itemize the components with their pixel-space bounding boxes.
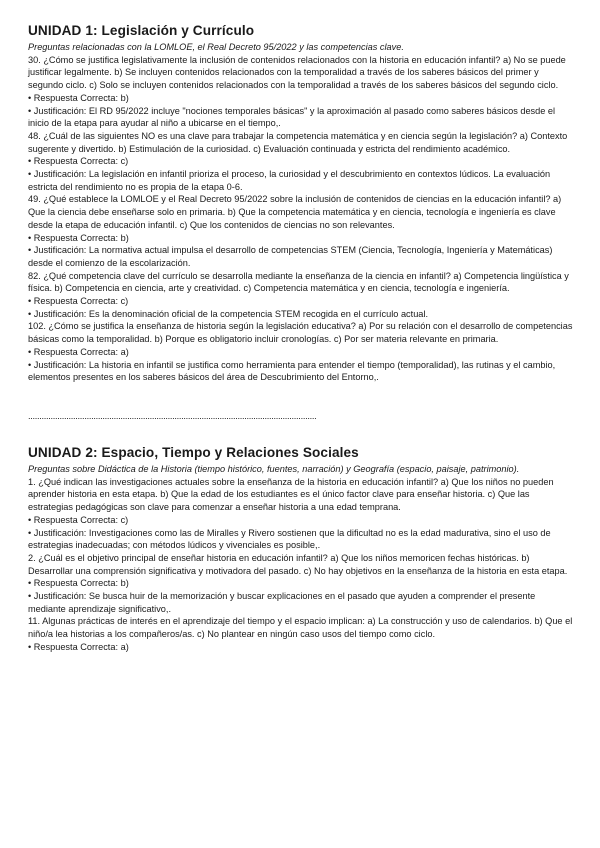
unit-2-subtitle: Preguntas sobre Didáctica de la Historia (tiempo histórico, fuentes, narración) y Geografía (espacio, paisaje, patrimonio).	[28, 463, 520, 474]
unit-2-section	[28, 444, 574, 654]
question-49: 49. ¿Qué establece la LOMLOE y el Real Decreto 95/2022 sobre la inclusión de contenidos de ciencias en la educación infantil? a) Que la ciencia debe enseñarse solo en primaria. b) Que la competencia matemática y en ciencia, tecnología e ingeniería es clave desde la etapa de educación infantil. c) Que los contenidos de ciencias no son relevantes.	[28, 194, 562, 230]
section-divider: ................................................................................................................................	[28, 410, 317, 421]
unit-2-title: UNIDAD 2: Espacio, Tiempo y Relaciones Sociales	[28, 444, 359, 460]
answer-49: • Respuesta Correcta: b)	[28, 232, 129, 243]
answer-2: • Respuesta Correcta: b)	[28, 578, 129, 589]
answer-82: • Respuesta Correcta: c)	[28, 296, 129, 307]
question-102: 102. ¿Cómo se justifica la enseñanza de historia según la legislación educativa? a) Por su relación con el desarrollo de competencias básicas como la temporalidad. b) Porque es obligatorio incluir cronologías. c) Por ser materia relevante en primaria.	[28, 321, 573, 345]
question-2: 2. ¿Cuál es el objetivo principal de enseñar historia en educación infantil? a) Que los niños memoricen fechas históricas. b) Desarrollar una comprensión significativa y motivadora del pasado. c) No hay objetivos en la enseñanza de la historia en esta etapa.	[28, 552, 568, 576]
answer-102: • Respuesta Correcta: a)	[28, 346, 129, 357]
answer-30: • Respuesta Correcta: b)	[28, 92, 129, 103]
question-48: 48. ¿Cuál de las siguientes NO es una clave para trabajar la competencia matemática y en ciencia según la legislación? a) Contexto sugerente y divertido. b) Estimulación de la curiosidad. c) Evaluación continuada y estricta del rendimiento académico.	[28, 130, 568, 154]
question-30: 30. ¿Cómo se justifica legislativamente la inclusión de contenidos relacionados con la historia en educación infantil? a) No se puede justificar legalmente. b) Se incluyen contenidos relacionados con la temporalidad a través de los saberes básicos del primer y segundo ciclo. c) Solo se incluyen contenidos relacionados con la temporalidad a través de los saberes básicos del segundo ciclo.	[28, 54, 566, 91]
justification-82: • Justificación: Es la denominación oficial de la competencia STEM recogida en el currículo actual.	[28, 308, 429, 319]
unit-1-subtitle: Preguntas relacionadas con la LOMLOE, el Real Decreto 95/2022 y las competencias clave.	[28, 42, 404, 52]
answer-48: • Respuesta Correcta: c)	[28, 156, 129, 167]
justification-48: • Justificación: La legislación en infantil prioriza el proceso, la curiosidad y el descubrimiento en contextos lúdicos. La evaluación estricta del rendimiento no es propia de la etapa 0-6.	[28, 169, 551, 192]
unit-1-title: UNIDAD 1: Legislación y Currículo	[28, 23, 255, 38]
justification-1: • Justificación: Investigaciones como las de Miralles y Rivero sostienen que la dificultad no es la edad madurativa, sino el uso de estrategias inadecuadas; con métodos lúdicos y vivenciales es posible,.	[28, 527, 551, 551]
question-11: 11. Algunas prácticas de interés en el aprendizaje del tiempo y el espacio implican: a) La construcción y uso de calendarios. b) Que el niño/a lea historias a los compañeros/as. c) No plantear en ningún caso usos del tiempo como ciclo.	[28, 616, 573, 640]
justification-102: • Justificación: La historia en infantil se justifica como herramienta para entender el tiempo (temporalidad), las rutinas y el cambio, elementos presentes en los saberes básicos del área de Descubrimiento del Entorno,.	[28, 359, 556, 383]
justification-49: • Justificación: La normativa actual impulsa el desarrollo de competencias STEM (Ciencia, Tecnología, Ingeniería y Matemáticas) desde el comienzo de la escolarización.	[28, 245, 553, 268]
justification-2: • Justificación: Se busca huir de la memorización y buscar explicaciones en el pasado que ayuden a comprender el presente mediante aprendizaje significativo,.	[28, 591, 536, 614]
answer-11: • Respuesta Correcta: a)	[28, 641, 129, 652]
unit-1-section	[28, 22, 574, 384]
question-82: 82. ¿Qué competencia clave del currículo se desarrolla mediante la enseñanza de la ciencia en infantil? a) Competencia lingüística y física. b) Competencia en ciencia, arte y creatividad. c) Competencia matemática y en ciencia, tecnología e ingeniería.	[28, 270, 569, 294]
justification-30: • Justificación: El RD 95/2022 incluye "nociones temporales básicas" y la aproximación al pasado como saberes básicos desde el inicio de la etapa para ayudar al niño a ubicarse en el tiempo,.	[28, 105, 556, 129]
answer-1: • Respuesta Correcta: c)	[28, 514, 129, 525]
question-1: 1. ¿Qué indican las investigaciones actuales sobre la enseñanza de la historia en educación infantil? a) Que los niños no pueden aprender historia en esta etapa. b) Que la edad de los estudiantes es el único factor clave para enseñar historia. c) Que las estrategias pedagógicas son clave para comenzar a enseñar historia a una edad temprana.	[28, 476, 554, 513]
